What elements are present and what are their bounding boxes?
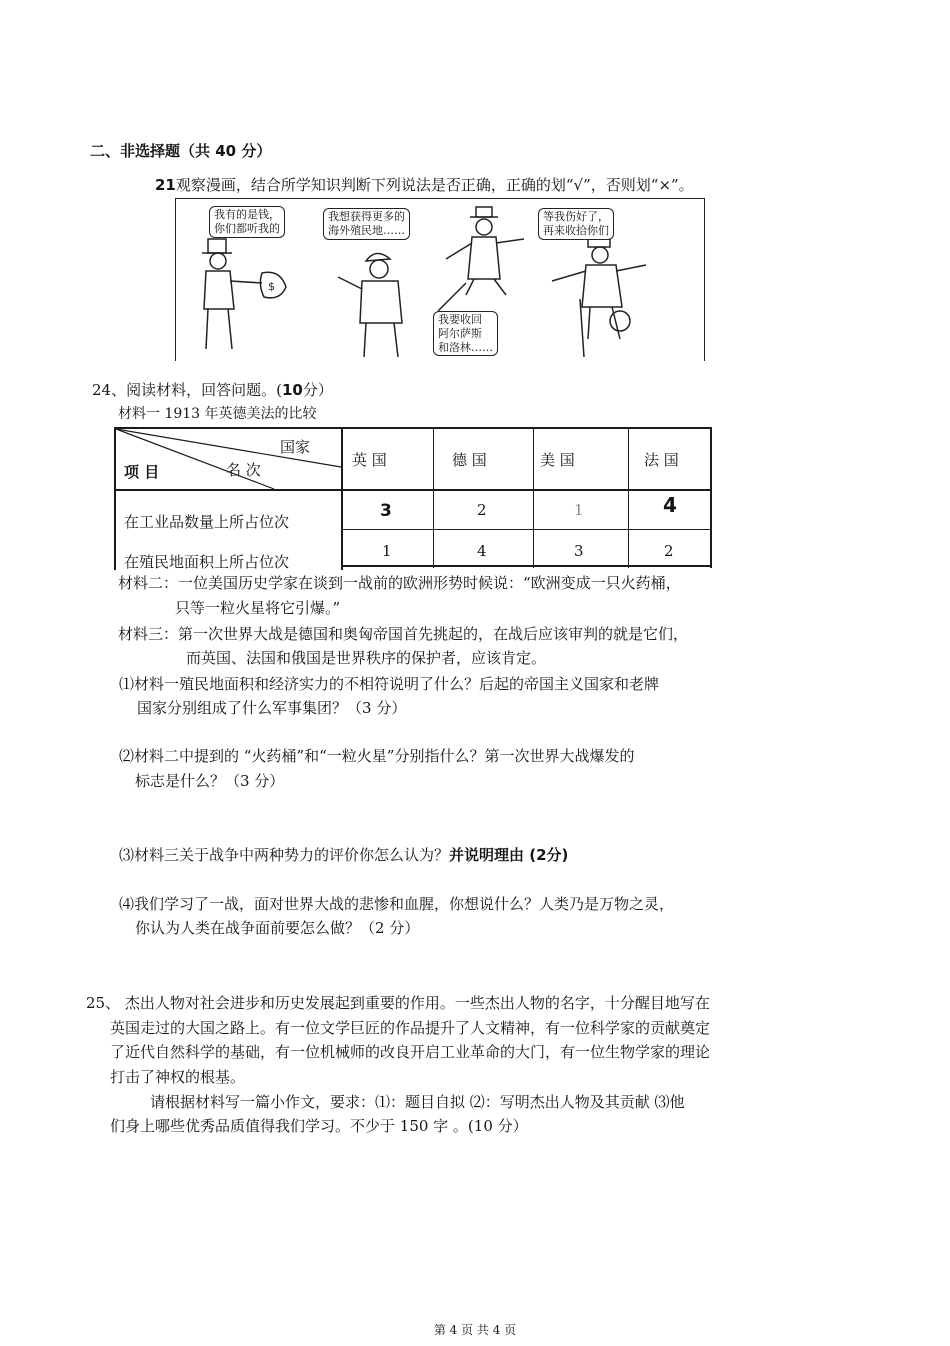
q23-number: 21	[155, 176, 176, 194]
page-footer: 第 4 页 共 4 页	[433, 1323, 517, 1337]
material2-line2: 只等一粒火星将它引爆。”	[175, 599, 341, 617]
speech-bubble-usa: 我有的是钱， 你们都听我的	[209, 206, 285, 238]
sub-question-1-line2: 国家分别组成了什么军事集团？（3 分）	[137, 699, 407, 717]
sub-question-4-line2: 你认为人类在战争面前要怎么做？（2 分）	[135, 919, 420, 937]
q25-line6: 们身上哪些优秀品质值得我们学习。不少于 150 字 。(10 分）	[110, 1117, 528, 1135]
sub-question-4-line1: ⑷我们学习了一战，面对世界大战的悲惨和血腥，你想说什么？人类乃是万物之灵，	[119, 895, 675, 913]
q24-heading: 24、阅读材料，回答问题。(10分）	[92, 381, 333, 399]
table-line	[433, 427, 434, 568]
industry-usa: 1	[574, 501, 584, 519]
political-cartoon	[175, 198, 705, 361]
diag-country-label: 国家	[280, 438, 311, 456]
sub-question-2-line2: 标志是什么？（3 分）	[135, 772, 285, 790]
sub-question-2-line1: ⑵材料二中提到的 “火药桶”和“一粒火星”分别指什么？第一次世界大战爆发的	[119, 747, 635, 765]
material1-title: 材料一 1913 年英德美法的比较	[118, 406, 317, 422]
q25-line2: 英国走过的大国之路上。有一位文学巨匠的作品提升了人文精神，有一位科学家的贡献奠定	[110, 1019, 711, 1037]
sub-question-3-handwritten: 并说明理由 (2分)	[449, 846, 569, 864]
q25-line3: 了近代自然科学的基础，有一位机械师的改良开启工业革命的大门，有一位生物学家的理论	[110, 1043, 711, 1061]
table-border-right	[710, 427, 712, 568]
row-label-colony: 在殖民地面积上所占位次	[124, 553, 290, 571]
diag-item-label: 项 目	[124, 463, 160, 481]
speech-bubble-britain: 我想获得更多的 海外殖民地……	[323, 208, 410, 240]
money-bag-symbol: $	[268, 280, 275, 293]
material3-line1: 材料三：第一次世界大战是德国和奥匈帝国首先挑起的，在战后应该审判的就是它们，	[118, 625, 689, 643]
table-line	[533, 427, 534, 568]
material2-line1: 材料二：一位美国历史学家在谈到一战前的欧洲形势时候说：“欧洲变成一只火药桶，	[118, 574, 681, 592]
q25-line4: 打击了神权的根基。	[110, 1068, 246, 1086]
header-britain: 英 国	[352, 451, 387, 469]
header-usa: 美 国	[540, 451, 575, 469]
colony-britain: 1	[382, 542, 392, 560]
sub-question-1-line1: ⑴材料一殖民地面积和经济实力的不相符说明了什么？后起的帝国主义国家和老牌	[119, 675, 660, 693]
sub-question-3: ⑶材料三关于战争中两种势力的评价你怎么认为？并说明理由 (2分)	[119, 846, 569, 864]
section-heading: 二、非选择题（共 40 分）	[90, 142, 272, 160]
q23-line	[155, 177, 694, 194]
q25-line5: 请根据材料写一篇小作文，要求：⑴：题目自拟 ⑵：写明杰出人物及其贡献 ⑶他	[150, 1093, 685, 1111]
row-label-industry: 在工业品数量上所占位次	[124, 513, 290, 531]
speech-bubble-russia: 等我伤好了， 再来收拾你们	[538, 208, 614, 240]
colony-france: 2	[664, 542, 674, 560]
header-germany: 德 国	[452, 451, 487, 469]
table-line	[342, 529, 712, 530]
speech-bubble-france: 我要收回 阿尔萨斯 和洛林……	[433, 311, 498, 356]
colony-usa: 3	[574, 542, 584, 560]
colony-germany: 4	[477, 542, 487, 560]
q25-line1: 25、 杰出人物对社会进步和历史发展起到重要的作用。一些杰出人物的名字，十分醒目地写在	[86, 994, 710, 1012]
material3-line2: 而英国、法国和俄国是世界秩序的保护者，应该肯定。	[186, 649, 547, 667]
header-france: 法 国	[644, 451, 679, 469]
industry-britain: 3	[380, 501, 392, 521]
table-line	[342, 565, 712, 567]
industry-france: 4	[663, 493, 677, 517]
table-line	[628, 427, 629, 568]
comparison-table	[114, 427, 712, 570]
q23-instruction: 观察漫画，结合所学知识判断下列说法是否正确，正确的划“√”，否则划“×”。	[175, 176, 694, 194]
industry-germany: 2	[477, 501, 487, 519]
diag-rank-label: 名 次	[226, 461, 261, 479]
